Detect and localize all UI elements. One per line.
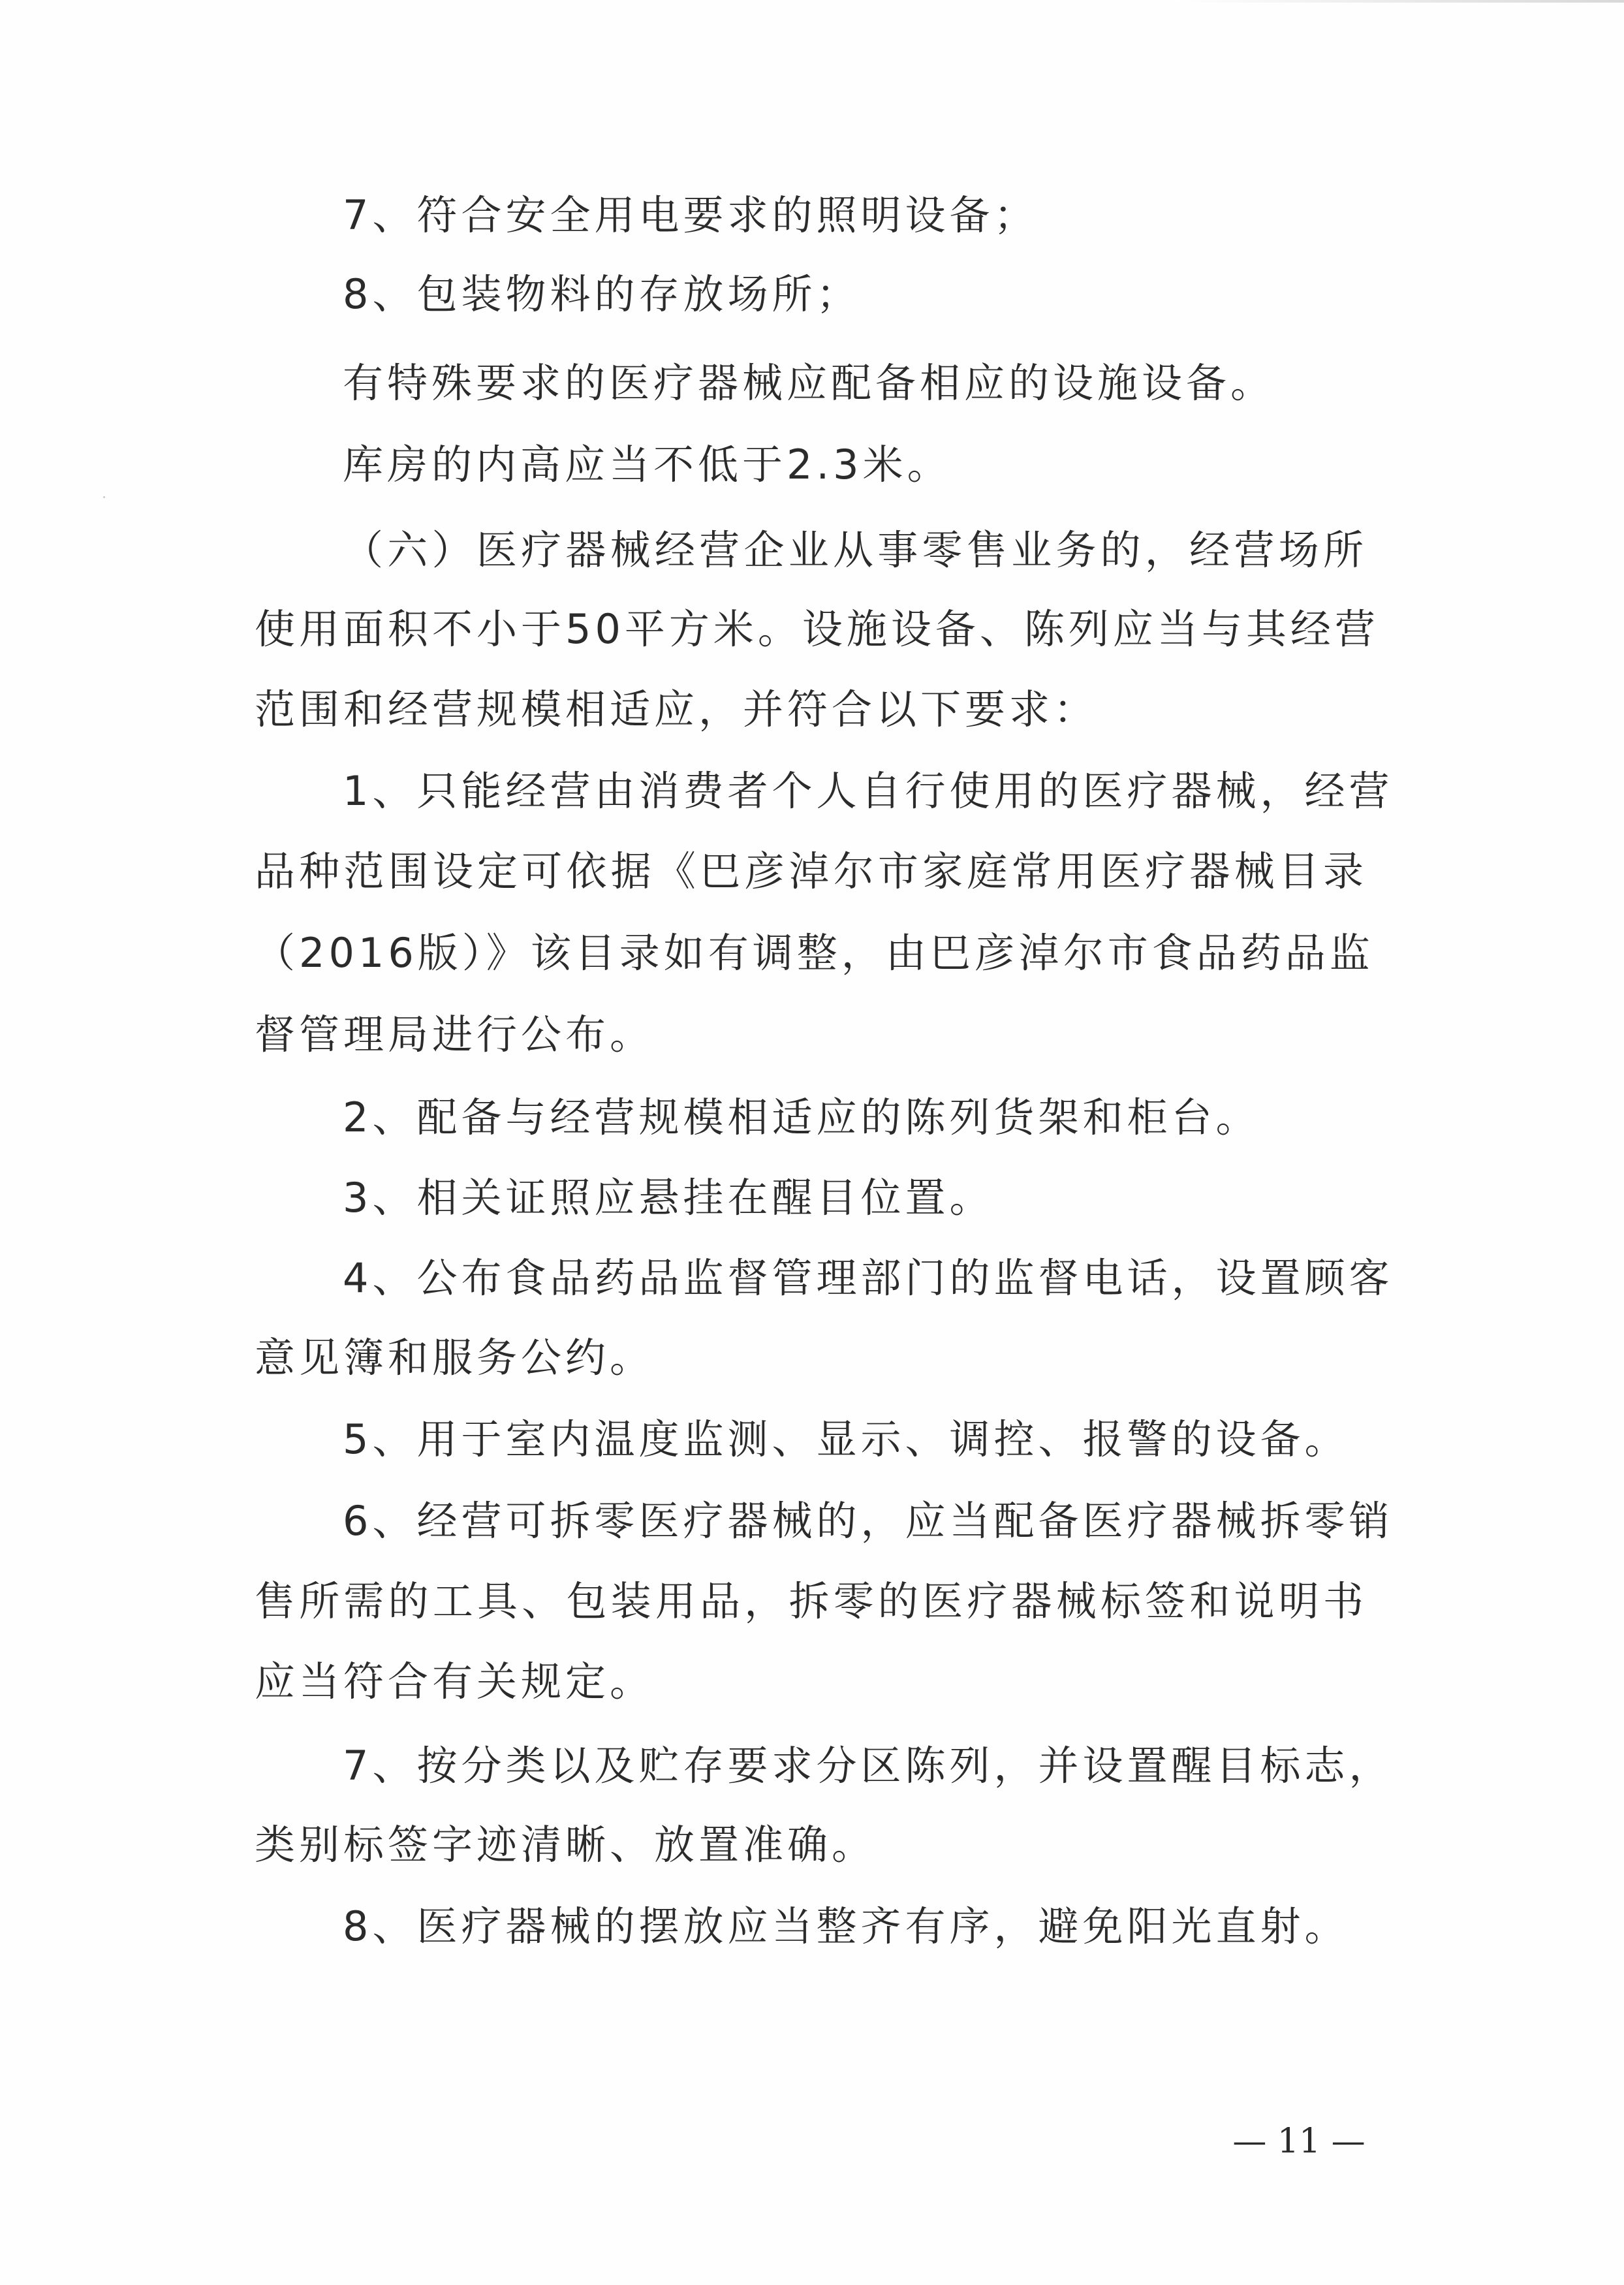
page-number: — 11 — [1232, 2122, 1366, 2161]
section-6-line-1: （六）医疗器械经营企业从事零售业务的，经营场所 [343, 526, 1367, 574]
retail-item-1-line-3: （2016版）》该目录如有调整，由巴彦淖尔市食品药品监 [255, 929, 1374, 977]
retail-item-8: 8、医疗器械的摆放应当整齐有序，避免阳光直射。 [343, 1902, 1349, 1950]
retail-item-2: 2、配备与经营规模相适应的陈列货架和柜台。 [343, 1094, 1260, 1141]
retail-item-6-line-1: 6、经营可拆零医疗器械的，应当配备医疗器械拆零销 [343, 1497, 1394, 1545]
retail-item-6-line-3: 应当符合有关规定。 [255, 1658, 655, 1705]
retail-item-4-line-2: 意见簿和服务公约。 [255, 1334, 655, 1381]
retail-item-3: 3、相关证照应悬挂在醒目位置。 [343, 1174, 994, 1221]
retail-item-5: 5、用于室内温度监测、显示、调控、报警的设备。 [343, 1415, 1349, 1463]
retail-item-7-line-1: 7、按分类以及贮存要求分区陈列，并设置醒目标志， [343, 1742, 1394, 1789]
scan-speck [103, 496, 105, 498]
section-6-line-3: 范围和经营规模相适应，并符合以下要求： [255, 685, 1099, 733]
retail-item-1-line-4: 督管理局进行公布。 [255, 1011, 655, 1058]
retail-item-1-line-2: 品种范围设定可依据《巴彦淖尔市家庭常用医疗器械目录 [255, 847, 1367, 895]
retail-item-7-line-2: 类别标签字迹清晰、放置准确。 [255, 1821, 877, 1868]
retail-item-1-line-1: 1、只能经营由消费者个人自行使用的医疗器械，经营 [343, 767, 1394, 815]
paragraph-item-7-lighting: 7、符合安全用电要求的照明设备； [343, 191, 1038, 239]
retail-item-6-line-2: 售所需的工具、包装用品，拆零的医疗器械标签和说明书 [255, 1577, 1367, 1625]
scan-edge-shadow [1175, 0, 1624, 3]
paragraph-special-requirements: 有特殊要求的医疗器械应配备相应的设施设备。 [343, 359, 1275, 407]
paragraph-item-8-packaging: 8、包装物料的存放场所； [343, 270, 861, 318]
section-6-line-2: 使用面积不小于50平方米。设施设备、陈列应当与其经营 [255, 605, 1379, 653]
retail-item-4-line-1: 4、公布食品药品监督管理部门的监督电话，设置顾客 [343, 1254, 1394, 1302]
paragraph-warehouse-height: 库房的内高应当不低于2.3米。 [343, 441, 952, 488]
